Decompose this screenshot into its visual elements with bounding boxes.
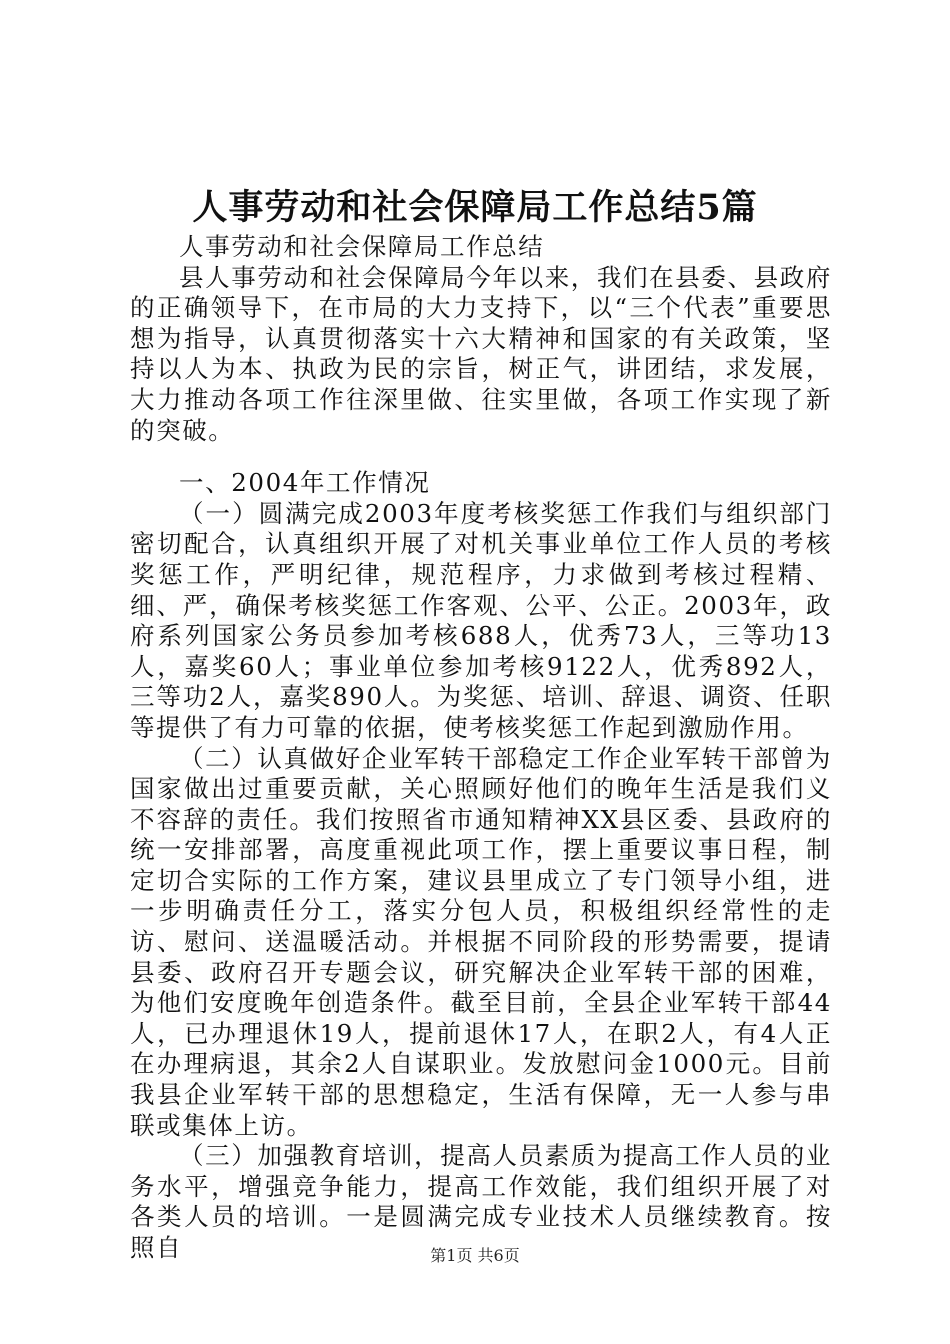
paragraph-1: （一）圆满完成2003年度考核奖惩工作我们与组织部门密切配合，认真组织开展了对机关事业单位工作人员的考核奖惩工作，严明纪律，规范程序，力求做到考核过程精、细、严，确保考核奖惩工作客观、公平、公正。2003年，政府系列国家公务员参加考核688人，优秀73人，三等功13人，嘉奖60人；事业单位参加考核9122人，优秀892人，三等功2人，嘉奖890人。为奖惩、培训、辞退、调资、任职等提供了有力可靠的依据，使考核奖惩工作起到激励作用。 (130, 498, 832, 742)
document-title: 人事劳动和社会保障局工作总结5篇 (192, 187, 758, 228)
subtitle: 人事劳动和社会保障局工作总结 (179, 232, 545, 261)
paragraph-intro: 县人事劳动和社会保障局今年以来，我们在县委、县政府的正确领导下，在市局的大力支持下，以“三个代表”重要思想为指导，认真贯彻落实十六大精神和国家的有关政策，坚持以人为本、执政为民的宗旨，树正气，讲团结，求发展，大力推动各项工作往深里做、往实里做，各项工作实现了新的突破。 (130, 262, 832, 445)
section-heading: 一、2004年工作情况 (179, 468, 431, 498)
paragraph-2: （二）认真做好企业军转干部稳定工作企业军转干部曾为国家做出过重要贡献，关心照顾好他们的晚年生活是我们义不容辞的责任。我们按照省市通知精神XX县区委、县政府的统一安排部署，高度重视此项工作，摆上重要议事日程，制定切合实际的工作方案，建议县里成立了专门领导小组，进一步明确责任分工，落实分包人员，积极组织经常性的走访、慰问、送温暖活动。并根据不同阶段的形势需要，提请县委、政府召开专题会议，研究解决企业军转干部的困难，为他们安度晚年创造条件。截至目前，全县企业军转干部44人，已办理退休19人，提前退休17人，在职2人，有4人正在办理病退，其余2人自谋职业。发放慰问金1000元。目前我县企业军转干部的思想稳定，生活有保障，无一人参与串联或集体上访。 (130, 743, 832, 1140)
paragraph-3: （三）加强教育培训，提高人员素质为提高工作人员的业务水平，增强竞争能力，提高工作效能，我们组织开展了对各类人员的培训。一是圆满完成专业技术人员继续教育。按照自 (130, 1141, 832, 1262)
page-footer: 第1页 共6页 (430, 1246, 520, 1265)
document-body (130, 232, 832, 1264)
